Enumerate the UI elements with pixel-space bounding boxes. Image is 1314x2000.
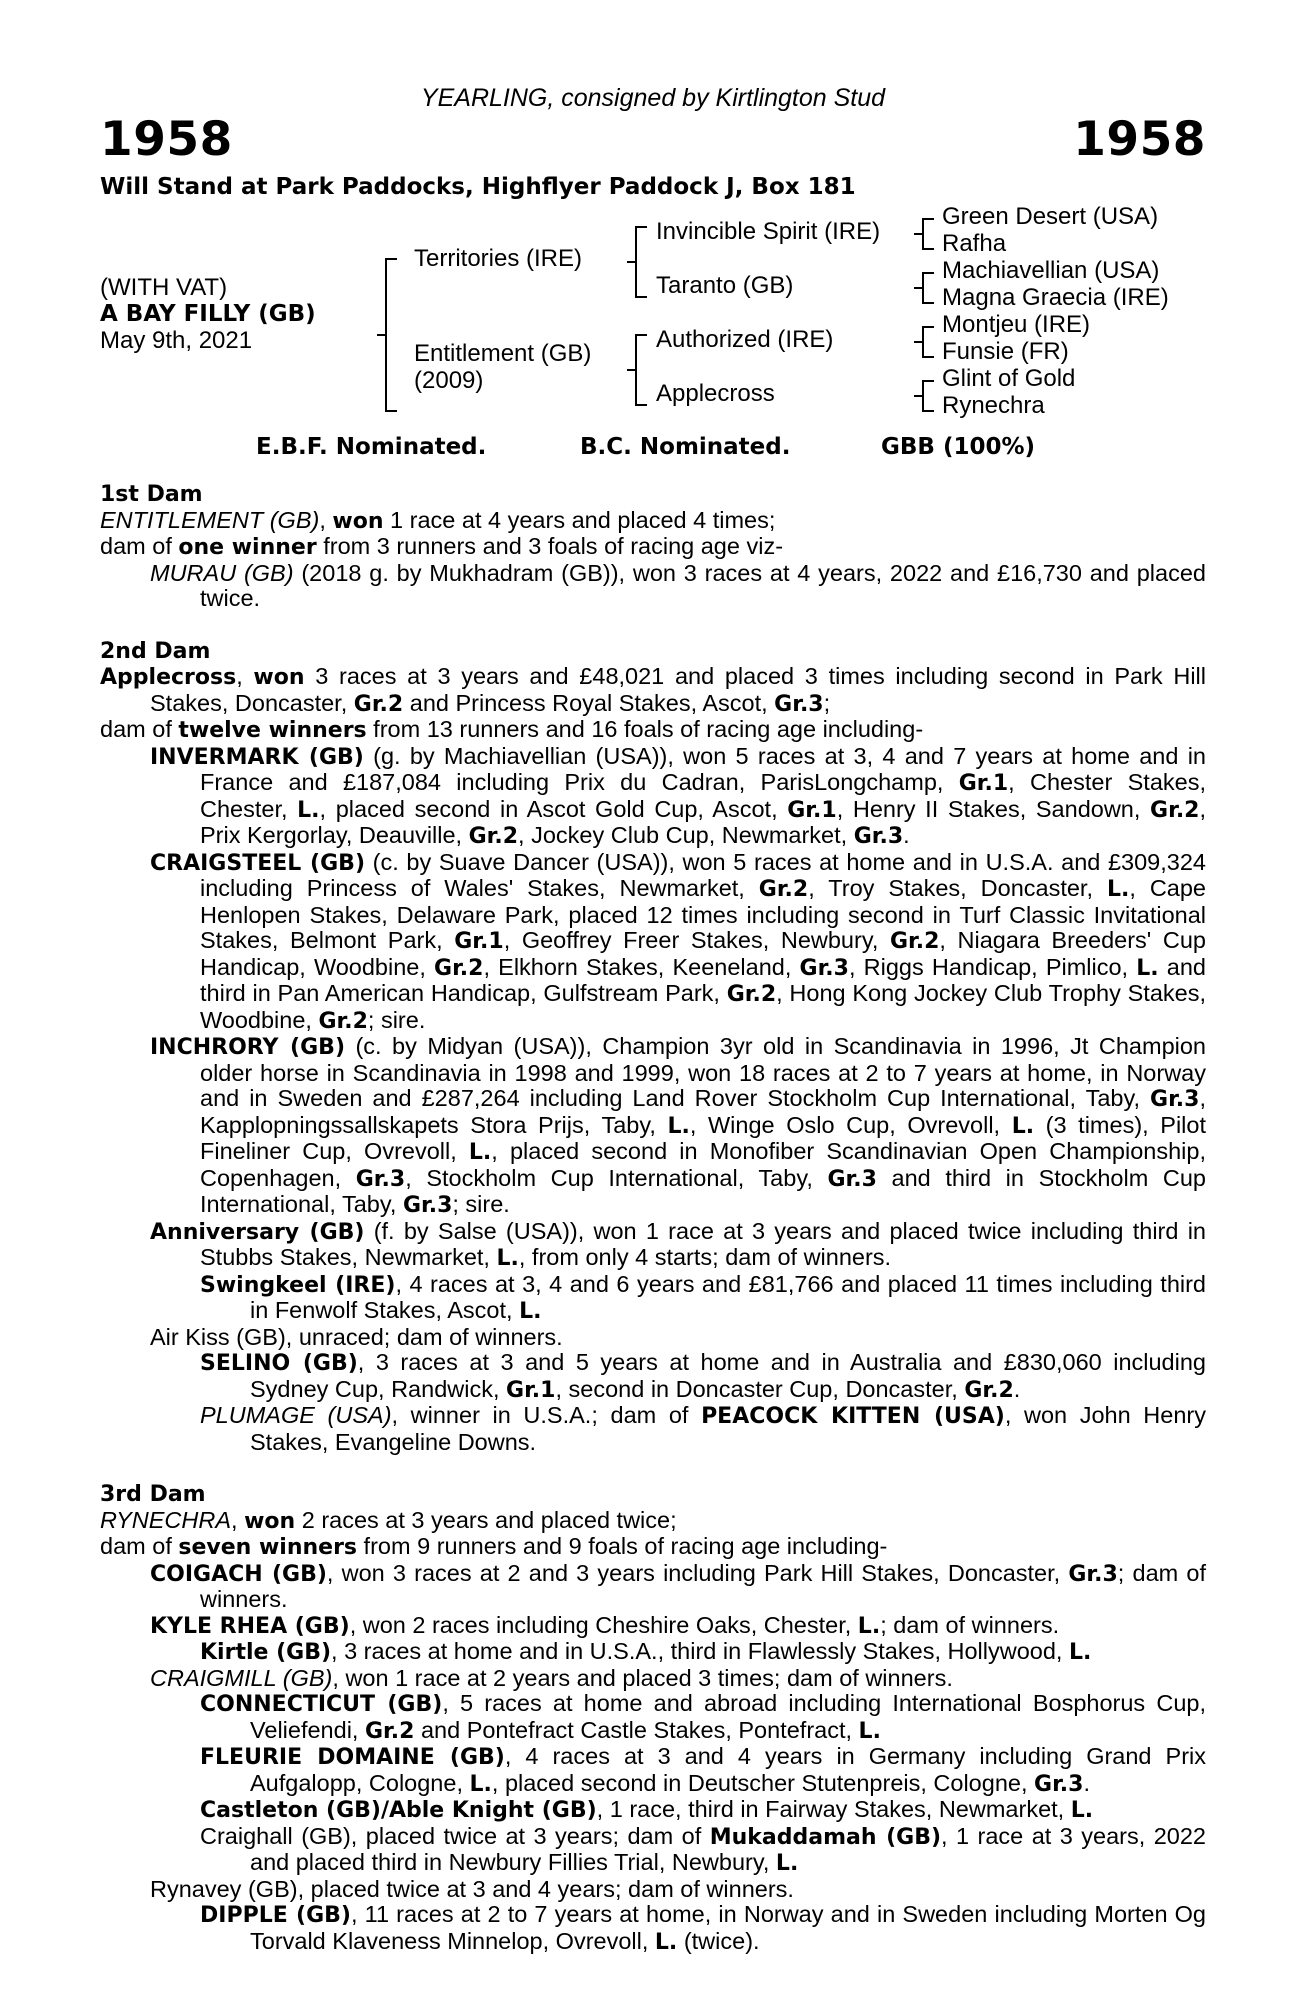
lot-number-right: 1958 [1073,112,1206,167]
ggp-2: Rafha [942,230,1007,257]
produce-murau: MURAU (GB) (2018 g. by Mukhadram (GB)), won 3 races at 4 years, 2022 and £16,730 and placed twice. [150,559,1206,611]
produce-inchrory: INCHRORY (GB) (c. by Midyan (USA)), Champion 3yr old in Scandinavia in 1996, Jt Champion older horse in Scandinavia in 1998 and 1999, won 18 races at 2 to 7 years at home, in Norway and in Sweden and £287,264 including Land Rover Stockholm Cup International, Taby, Gr.3, Kapplopningssallskapets Stora Prijs, Taby, L., Winge Oslo Cup, Ovrevoll, L. (3 times), Pilot Fineliner Cup, Ovrevoll, L., placed second in Monofiber Scandinavian Open Championship, Copenhagen, Gr.3, Stockholm Cup International, Taby, Gr.3 and third in Stockholm Cup International, Taby, Gr.3; sire. [150,1033,1206,1218]
produce-selino: SELINO (GB), 3 races at 3 and 5 years at home and in Australia and £830,060 including Sydney Cup, Randwick, Gr.1, second in Doncaster Cup, Doncaster, Gr.2. [200,1349,1206,1403]
produce-kirtle: Kirtle (GB), 3 races at home and in U.S.A., third in Flawlessly Stakes, Hollywood, L. [200,1638,1092,1665]
gbb-status: GBB (100%) [881,434,1036,460]
ggp-3: Machiavellian (USA) [942,257,1160,284]
ggp-5: Montjeu (IRE) [942,311,1091,338]
produce-craigmill: CRAIGMILL (GB), won 1 race at 2 years and placed 3 times; dam of winners. [150,1664,953,1691]
third-dam-produce: dam of seven winners from 9 runners and 9 foals of racing age including- [100,1533,888,1560]
first-dam-heading: 1st Dam [100,482,203,507]
second-dam-record: Applecross, won 3 races at 3 years and £48,021 and placed 3 times including second in Park Hill Stakes, Doncaster, Gr.2 and Princess Royal Stakes, Ascot, Gr.3; [100,663,1206,717]
first-dam-produce: dam of one winner from 3 runners and 3 foals of racing age viz- [100,533,784,560]
dam-year: (2009) [414,367,484,394]
lot-number-left: 1958 [100,112,233,167]
granddam-paternal: Taranto (GB) [656,272,794,299]
ggp-6: Funsie (FR) [942,338,1069,365]
ggp-4: Magna Graecia (IRE) [942,284,1169,311]
produce-dipple: DIPPLE (GB), 11 races at 2 to 7 years at home, in Norway and in Sweden including Morten Og Torvald Klaveness Minnelop, Ovrevoll, L. (twice). [200,1901,1206,1955]
first-dam-record: ENTITLEMENT (GB), won 1 race at 4 years and placed 4 times; [100,506,776,534]
pedigree-brace-ss [922,218,934,250]
consignment-line: YEARLING, consigned by Kirtlington Stud [420,84,886,112]
catalogue-page [100,0,1206,2000]
produce-record [100,482,1206,1955]
pedigree-brace-sd [922,272,934,304]
bc-nomination: B.C. Nominated. [580,434,791,460]
produce-invermark: INVERMARK (GB) (g. by Machiavellian (USA)), won 5 races at 3, 4 and 7 years at home and in France and £187,084 including Prix du Cadran, ParisLongchamp, Gr.1, Chester Stakes, Chester, L., placed second in Ascot Gold Cup, Ascot, Gr.1, Henry II Stakes, Sandown, Gr.2, Prix Kergorlay, Deauville, Gr.2, Jockey Club Cup, Newmarket, Gr.3. [150,742,1207,849]
pedigree-brace-dam [635,334,647,406]
pedigree-brace-dd [922,380,934,412]
produce-coigach: COIGACH (GB), won 3 races at 2 and 3 years including Park Hill Stakes, Doncaster, Gr.3; dam of winners. [150,1559,1206,1612]
grandsire-maternal: Authorized (IRE) [656,326,834,353]
vat-note: (WITH VAT) [100,274,228,301]
produce-rynavey: Rynavey (GB), placed twice at 3 and 4 years; dam of winners. [150,1875,794,1902]
produce-anniversary: Anniversary (GB) (f. by Salse (USA)), won 1 race at 3 years and placed twice including third in Stubbs Stakes, Newmarket, L., from only 4 starts; dam of winners. [150,1217,1206,1271]
produce-fleurie-domaine: FLEURIE DOMAINE (GB), 4 races at 3 and 4 years in Germany including Grand Prix Aufgalopp, Cologne, L., placed second in Deutscher Stutenpreis, Cologne, Gr.3. [200,1743,1206,1797]
produce-plumage: PLUMAGE (USA), winner in U.S.A.; dam of PEACOCK KITTEN (USA), won John Henry Stakes, Evangeline Downs. [200,1402,1206,1455]
produce-castleton: Castleton (GB)/Able Knight (GB), 1 race, third in Fairway Stakes, Newmarket, L. [200,1796,1094,1823]
stand-location: Will Stand at Park Paddocks, Highflyer Paddock J, Box 181 [100,174,856,200]
second-dam-heading: 2nd Dam [100,638,211,664]
third-dam-record: RYNECHRA, won 2 races at 3 years and placed twice; [100,1506,677,1534]
produce-craigsteel: CRAIGSTEEL (GB) (c. by Suave Dancer (USA)), won 5 races at home and in U.S.A. and £309,324 including Princess of Wales' Stakes, Newmarket, Gr.2, Troy Stakes, Doncaster, L., Cape Henlopen Stakes, Delaware Park, placed 12 times including second in Turf Classic Invitational Stakes, Belmont Park, Gr.1, Geoffrey Freer Stakes, Newbury, Gr.2, Niagara Breeders' Cup Handicap, Woodbine, Gr.2, Elkhorn Stakes, Keeneland, Gr.3, Riggs Handicap, Pimlico, L. and third in Pan American Handicap, Gulfstream Park, Gr.2, Hong Kong Jockey Club Trophy Stakes, Woodbine, Gr.2; sire. [150,848,1206,1034]
ggp-8: Rynechra [942,392,1045,419]
produce-kyle-rhea: KYLE RHEA (GB), won 2 races including Cheshire Oaks, Chester, L.; dam of winners. [150,1611,1060,1639]
ebf-nomination: E.B.F. Nominated. [256,434,487,460]
sire-name: Territories (IRE) [414,245,583,272]
second-dam-produce: dam of twelve winners from 13 runners and 16 foals of racing age including- [100,716,924,743]
dam-name: Entitlement (GB) [414,340,592,367]
foaling-date: May 9th, 2021 [100,327,253,354]
ggp-7: Glint of Gold [942,365,1076,392]
produce-air-kiss: Air Kiss (GB), unraced; dam of winners. [150,1323,563,1350]
pedigree-brace-sire [635,226,647,298]
pedigree-brace-ds [922,326,934,358]
grandsire-paternal: Invincible Spirit (IRE) [656,218,881,245]
produce-craighall: Craighall (GB), placed twice at 3 years; dam of Mukaddamah (GB), 1 race at 3 years, 2022 and placed third in Newbury Fillies Trial, Newbury, L. [200,1822,1206,1876]
produce-connecticut: CONNECTICUT (GB), 5 races at home and abroad including International Bosphorus Cup, Veliefendi, Gr.2 and Pontefract Castle Stakes, Pontefract, L. [200,1690,1206,1744]
ggp-1: Green Desert (USA) [942,203,1159,230]
produce-swingkeel: Swingkeel (IRE), 4 races at 3, 4 and 6 years and £81,766 and placed 11 times including third in Fenwolf Stakes, Ascot, L. [200,1270,1207,1324]
horse-name: A BAY FILLY (GB) [100,301,316,327]
granddam-maternal: Applecross [656,380,775,407]
pedigree-brace-main [385,258,397,412]
third-dam-heading: 3rd Dam [100,1482,206,1507]
